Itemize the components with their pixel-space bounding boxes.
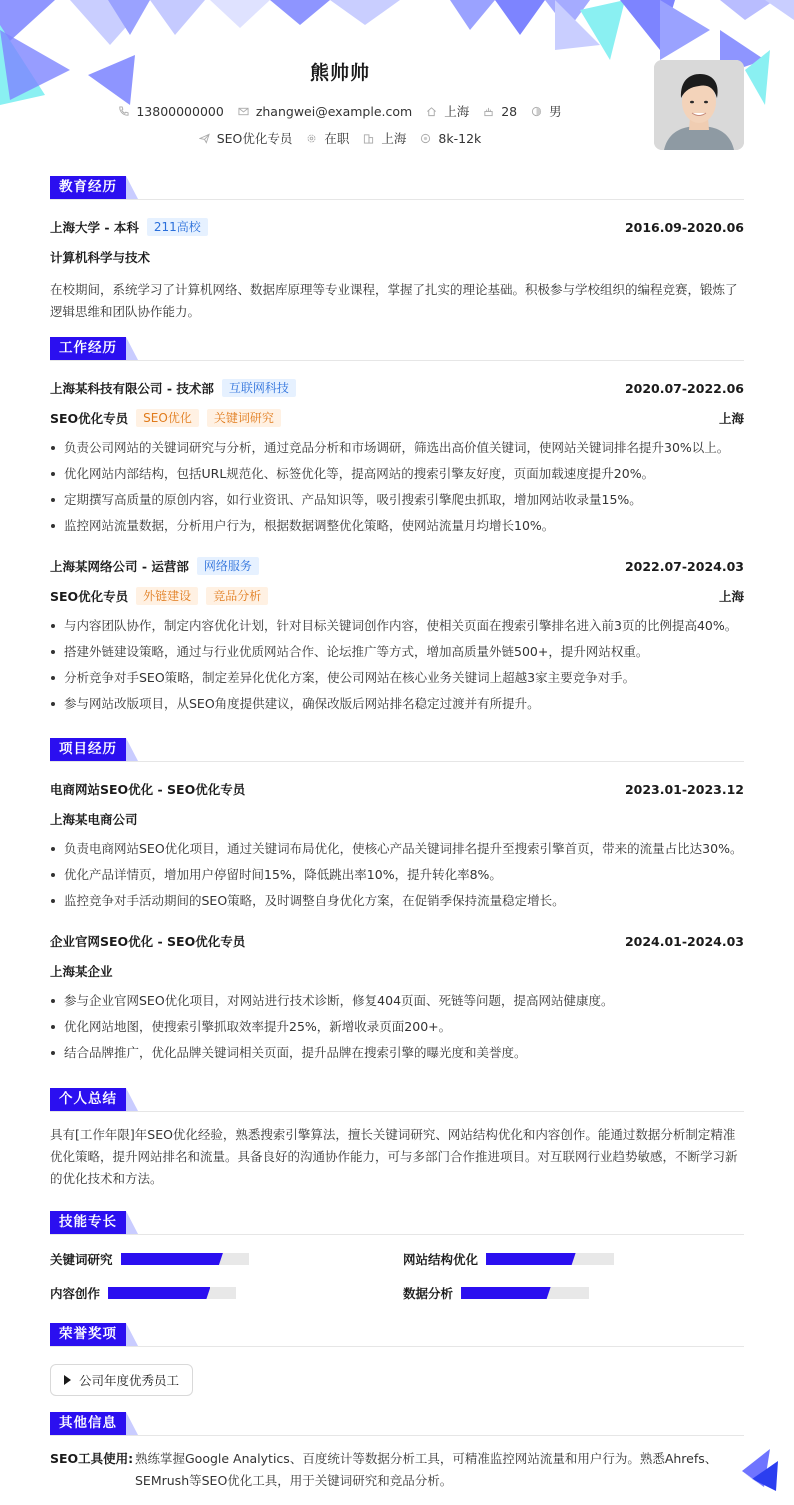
cake-icon [483, 106, 494, 117]
section-title: 项目经历 [50, 738, 126, 761]
skills-grid [50, 1247, 744, 1303]
skill-tag: 关键词研究 [207, 409, 281, 427]
gender-text: 男 [549, 104, 562, 119]
skill-name: 数据分析 [403, 1286, 454, 1301]
phone-icon [118, 106, 129, 117]
skill-tag: 外链建设 [136, 587, 198, 605]
company-name: 上海某网络公司 - 运营部 [50, 559, 189, 574]
summary-text: 具有[工作年限]年SEO优化经验，熟悉搜索引擎算法，擅长关键词研究、网站结构优化和内容创作。能通过数据分析制定精准优化策略，提升网站排名和流量。具备良好的沟通协作能力，可与多部门合作推进项目。对互联网行业趋势敏感，不断学习新的优化技术和方法。 [50, 1127, 738, 1186]
project-entry [50, 774, 744, 914]
project-dates: 2023.01-2023.12 [624, 781, 744, 797]
education-section [50, 176, 744, 323]
skill-bar-fill [461, 1287, 551, 1299]
company-name: 上海某科技有限公司 - 技术部 [50, 381, 214, 396]
target-city-text: 上海 [381, 131, 407, 146]
phone-number: 13800000000 [136, 103, 224, 119]
school-tag: 211高校 [147, 218, 208, 236]
section-title: 技能专长 [50, 1211, 126, 1234]
other-section [50, 1412, 744, 1492]
job-city: 上海 [718, 589, 744, 604]
education-major-row [50, 242, 744, 272]
section-title: 其他信息 [50, 1412, 126, 1435]
status-item [306, 129, 349, 147]
skills-section [50, 1211, 744, 1303]
job-city: 上海 [718, 411, 744, 426]
skill-bar-fill [486, 1253, 576, 1265]
section-header [50, 1088, 744, 1112]
job-role: SEO优化专员 [50, 589, 129, 604]
work-section [50, 337, 744, 717]
job-entry [50, 373, 744, 539]
section-header [50, 1412, 744, 1436]
award-item[interactable] [50, 1364, 193, 1396]
list-item: 搭建外链建设策略，通过与行业优质网站合作、论坛推广等方式，增加高质量外链500+，提升网站权重。 [50, 639, 744, 665]
project-entry [50, 926, 744, 1066]
job-role: SEO优化专员 [50, 411, 129, 426]
list-item: 结合品牌推广，优化品牌关键词相关页面，提升品牌在搜索引擎的曝光度和美誉度。 [50, 1040, 744, 1066]
email-item [238, 104, 412, 119]
job-dates: 2020.07-2022.06 [624, 380, 744, 396]
award-name: 公司年度优秀员工 [79, 1373, 180, 1388]
industry-tag: 网络服务 [197, 557, 259, 575]
section-title: 个人总结 [50, 1088, 126, 1111]
section-title: 教育经历 [50, 176, 126, 199]
job-intent-row [0, 129, 680, 147]
job-bullets [50, 435, 744, 539]
avatar-photo [654, 60, 744, 150]
other-label: SEO工具使用: [50, 1451, 134, 1466]
skill-bar-fill [121, 1253, 223, 1265]
other-info-row [50, 1448, 744, 1492]
status-text: 在职 [324, 131, 350, 146]
corner-triangle-decoration [742, 1449, 778, 1491]
project-client-row [50, 804, 744, 834]
major-name: 计算机科学与技术 [50, 250, 151, 265]
job-title-text: SEO优化专员 [216, 131, 293, 146]
section-header [50, 1211, 744, 1235]
skill-name: 内容创作 [50, 1286, 101, 1301]
education-header-row [50, 212, 744, 242]
skill-bar [461, 1287, 589, 1299]
location-text: 上海 [444, 104, 470, 119]
list-item: 参与网站改版项目，从SEO角度提供建议，确保改版后网站排名稳定过渡并有所提升。 [50, 691, 744, 717]
list-item: 优化产品详情页，增加用户停留时间15%，降低跳出率10%，提升转化率8%。 [50, 862, 744, 888]
industry-tag: 互联网科技 [222, 379, 296, 397]
gender-item [531, 102, 562, 120]
skill-item [50, 1283, 403, 1303]
skill-item [403, 1249, 744, 1269]
skill-bar [121, 1253, 249, 1265]
summary-section [50, 1088, 744, 1190]
list-item: 优化网站地图，使搜索引擎抓取效率提升25%，新增收录页面200+。 [50, 1014, 744, 1040]
send-icon [199, 133, 210, 144]
skill-bar-fill [108, 1287, 210, 1299]
section-header [50, 337, 744, 361]
candidate-name: 熊帅帅 [309, 62, 370, 84]
play-triangle-icon [64, 1375, 71, 1385]
status-gear-icon [306, 133, 317, 144]
gender-icon [531, 106, 542, 117]
project-bullets [50, 836, 744, 914]
contact-row [0, 102, 680, 120]
list-item: 定期撰写高质量的原创内容，如行业资讯、产品知识等，吸引搜索引擎爬虫抓取，增加网站收录量15%。 [50, 487, 744, 513]
coin-icon [420, 133, 431, 144]
list-item: 监控网站流量数据，分析用户行为，根据数据调整优化策略，使网站流量月均增长10%。 [50, 513, 744, 539]
skill-tag: SEO优化 [136, 409, 199, 427]
job-role-row [50, 403, 744, 433]
section-title: 工作经历 [50, 337, 126, 360]
section-header [50, 176, 744, 200]
skill-tag: 竞品分析 [206, 587, 268, 605]
project-name: 企业官网SEO优化 - SEO优化专员 [50, 934, 246, 949]
other-text: 熟练掌握Google Analytics、百度统计等数据分析工具，可精准监控网站流量和用户行为。熟悉Ahrefs、SEMrush等SEO优化工具，用于关键词研究和竞品分析。 [135, 1451, 718, 1488]
job-title-item [199, 129, 293, 147]
project-dates: 2024.01-2024.03 [624, 933, 744, 949]
awards-section [50, 1323, 744, 1396]
list-item: 参与企业官网SEO优化项目，对网站进行技术诊断，修复404页面、死链等问题，提高网站健康度。 [50, 988, 744, 1014]
list-item: 优化网站内部结构，包括URL规范化、标签优化等，提高网站的搜索引擎友好度，页面加载速度提升20%。 [50, 461, 744, 487]
job-entry [50, 551, 744, 717]
skill-bar [108, 1287, 236, 1299]
job-role-row [50, 581, 744, 611]
section-title: 荣誉奖项 [50, 1323, 126, 1346]
projects-section [50, 738, 744, 1066]
list-item: 负责电商网站SEO优化项目，通过关键词布局优化，使核心产品关键词排名提升至搜索引擎首页，带来的流量占比达30%。 [50, 836, 744, 862]
project-name: 电商网站SEO优化 - SEO优化专员 [50, 782, 246, 797]
list-item: 监控竞争对手活动期间的SEO策略，及时调整自身优化方案，在促销季保持流量稳定增长。 [50, 888, 744, 914]
education-description: 在校期间，系统学习了计算机网络、数据库原理等专业课程，掌握了扎实的理论基础。积极参与学校组织的编程竞赛，锻炼了逻辑思维和团队协作能力。 [50, 282, 738, 319]
email-address: zhangwei@example.com [255, 103, 413, 119]
list-item: 分析竞争对手SEO策略，制定差异化优化方案，使公司网站在核心业务关键词上超越3家主要竞争对手。 [50, 665, 744, 691]
salary-item [420, 131, 481, 146]
skill-bar [486, 1253, 614, 1265]
age-text: 28 [501, 103, 518, 119]
project-client: 上海某电商公司 [50, 812, 138, 827]
skill-item [50, 1249, 403, 1269]
school-name: 上海大学 - 本科 [50, 220, 139, 235]
salary-text: 8k-12k [438, 130, 482, 146]
skill-item [403, 1283, 744, 1303]
project-client-row [50, 956, 744, 986]
job-dates: 2022.07-2024.03 [624, 558, 744, 574]
age-item [483, 104, 517, 119]
project-bullets [50, 988, 744, 1066]
project-client: 上海某企业 [50, 964, 113, 979]
building-icon [363, 133, 374, 144]
section-header [50, 1323, 744, 1347]
project-header-row [50, 926, 744, 956]
education-dates: 2016.09-2020.06 [624, 219, 744, 235]
section-header [50, 738, 744, 762]
mail-icon [238, 106, 249, 117]
skill-name: 网站结构优化 [403, 1252, 479, 1267]
resume-header [0, 0, 794, 160]
home-icon [426, 106, 437, 117]
list-item: 负责公司网站的关键词研究与分析，通过竞品分析和市场调研，筛选出高价值关键词，使网站关键词排名提升30%以上。 [50, 435, 744, 461]
job-header-row [50, 551, 744, 581]
job-header-row [50, 373, 744, 403]
skill-name: 关键词研究 [50, 1252, 113, 1267]
target-city-item [363, 129, 406, 147]
location-item [426, 102, 469, 120]
phone-item [118, 104, 223, 119]
list-item: 与内容团队协作，制定内容优化计划，针对目标关键词创作内容，使相关页面在搜索引擎排名进入前3页的比例提高40%。 [50, 613, 744, 639]
project-header-row [50, 774, 744, 804]
job-bullets [50, 613, 744, 717]
